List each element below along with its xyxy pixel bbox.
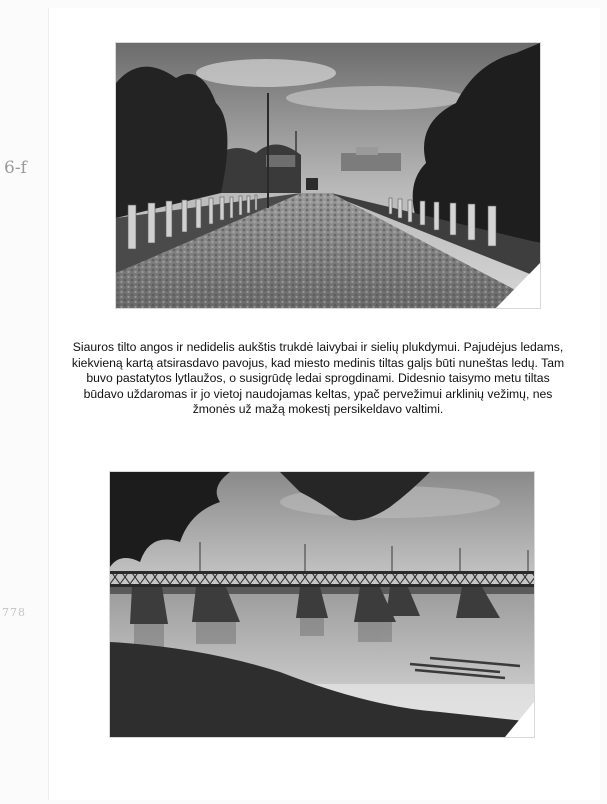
caption-line: žmonės už mažą mokestį persikeldavo valtimi.	[192, 402, 444, 416]
caption-line: būdavo uždaromas ir jo vietoj naudojamas keltas, ypač pervežimui arklinių vežimų, nes	[83, 386, 553, 401]
caption	[52, 340, 584, 418]
bridge-photo	[110, 472, 534, 737]
caption-line: kiekvieną kartą atsirasdavo pavojus, kad miesto medinis tiltas galįs būti nuneštas ledų. Tam	[71, 355, 565, 370]
margin-note-bottom: 778	[2, 606, 26, 619]
road-photo	[116, 43, 540, 308]
caption-line: buvo pastatytos lytlaužos, o susigrūdę ledai sprogdinami. Didesnio taisymo metu tiltas	[86, 371, 550, 385]
margin-note-top: 6-f	[4, 158, 27, 178]
caption-line: Siauros tilto angos ir nedidelis aukštis trukdė laivybai ir sielių plukdymui. Pajudėjus ledams,	[72, 340, 564, 354]
